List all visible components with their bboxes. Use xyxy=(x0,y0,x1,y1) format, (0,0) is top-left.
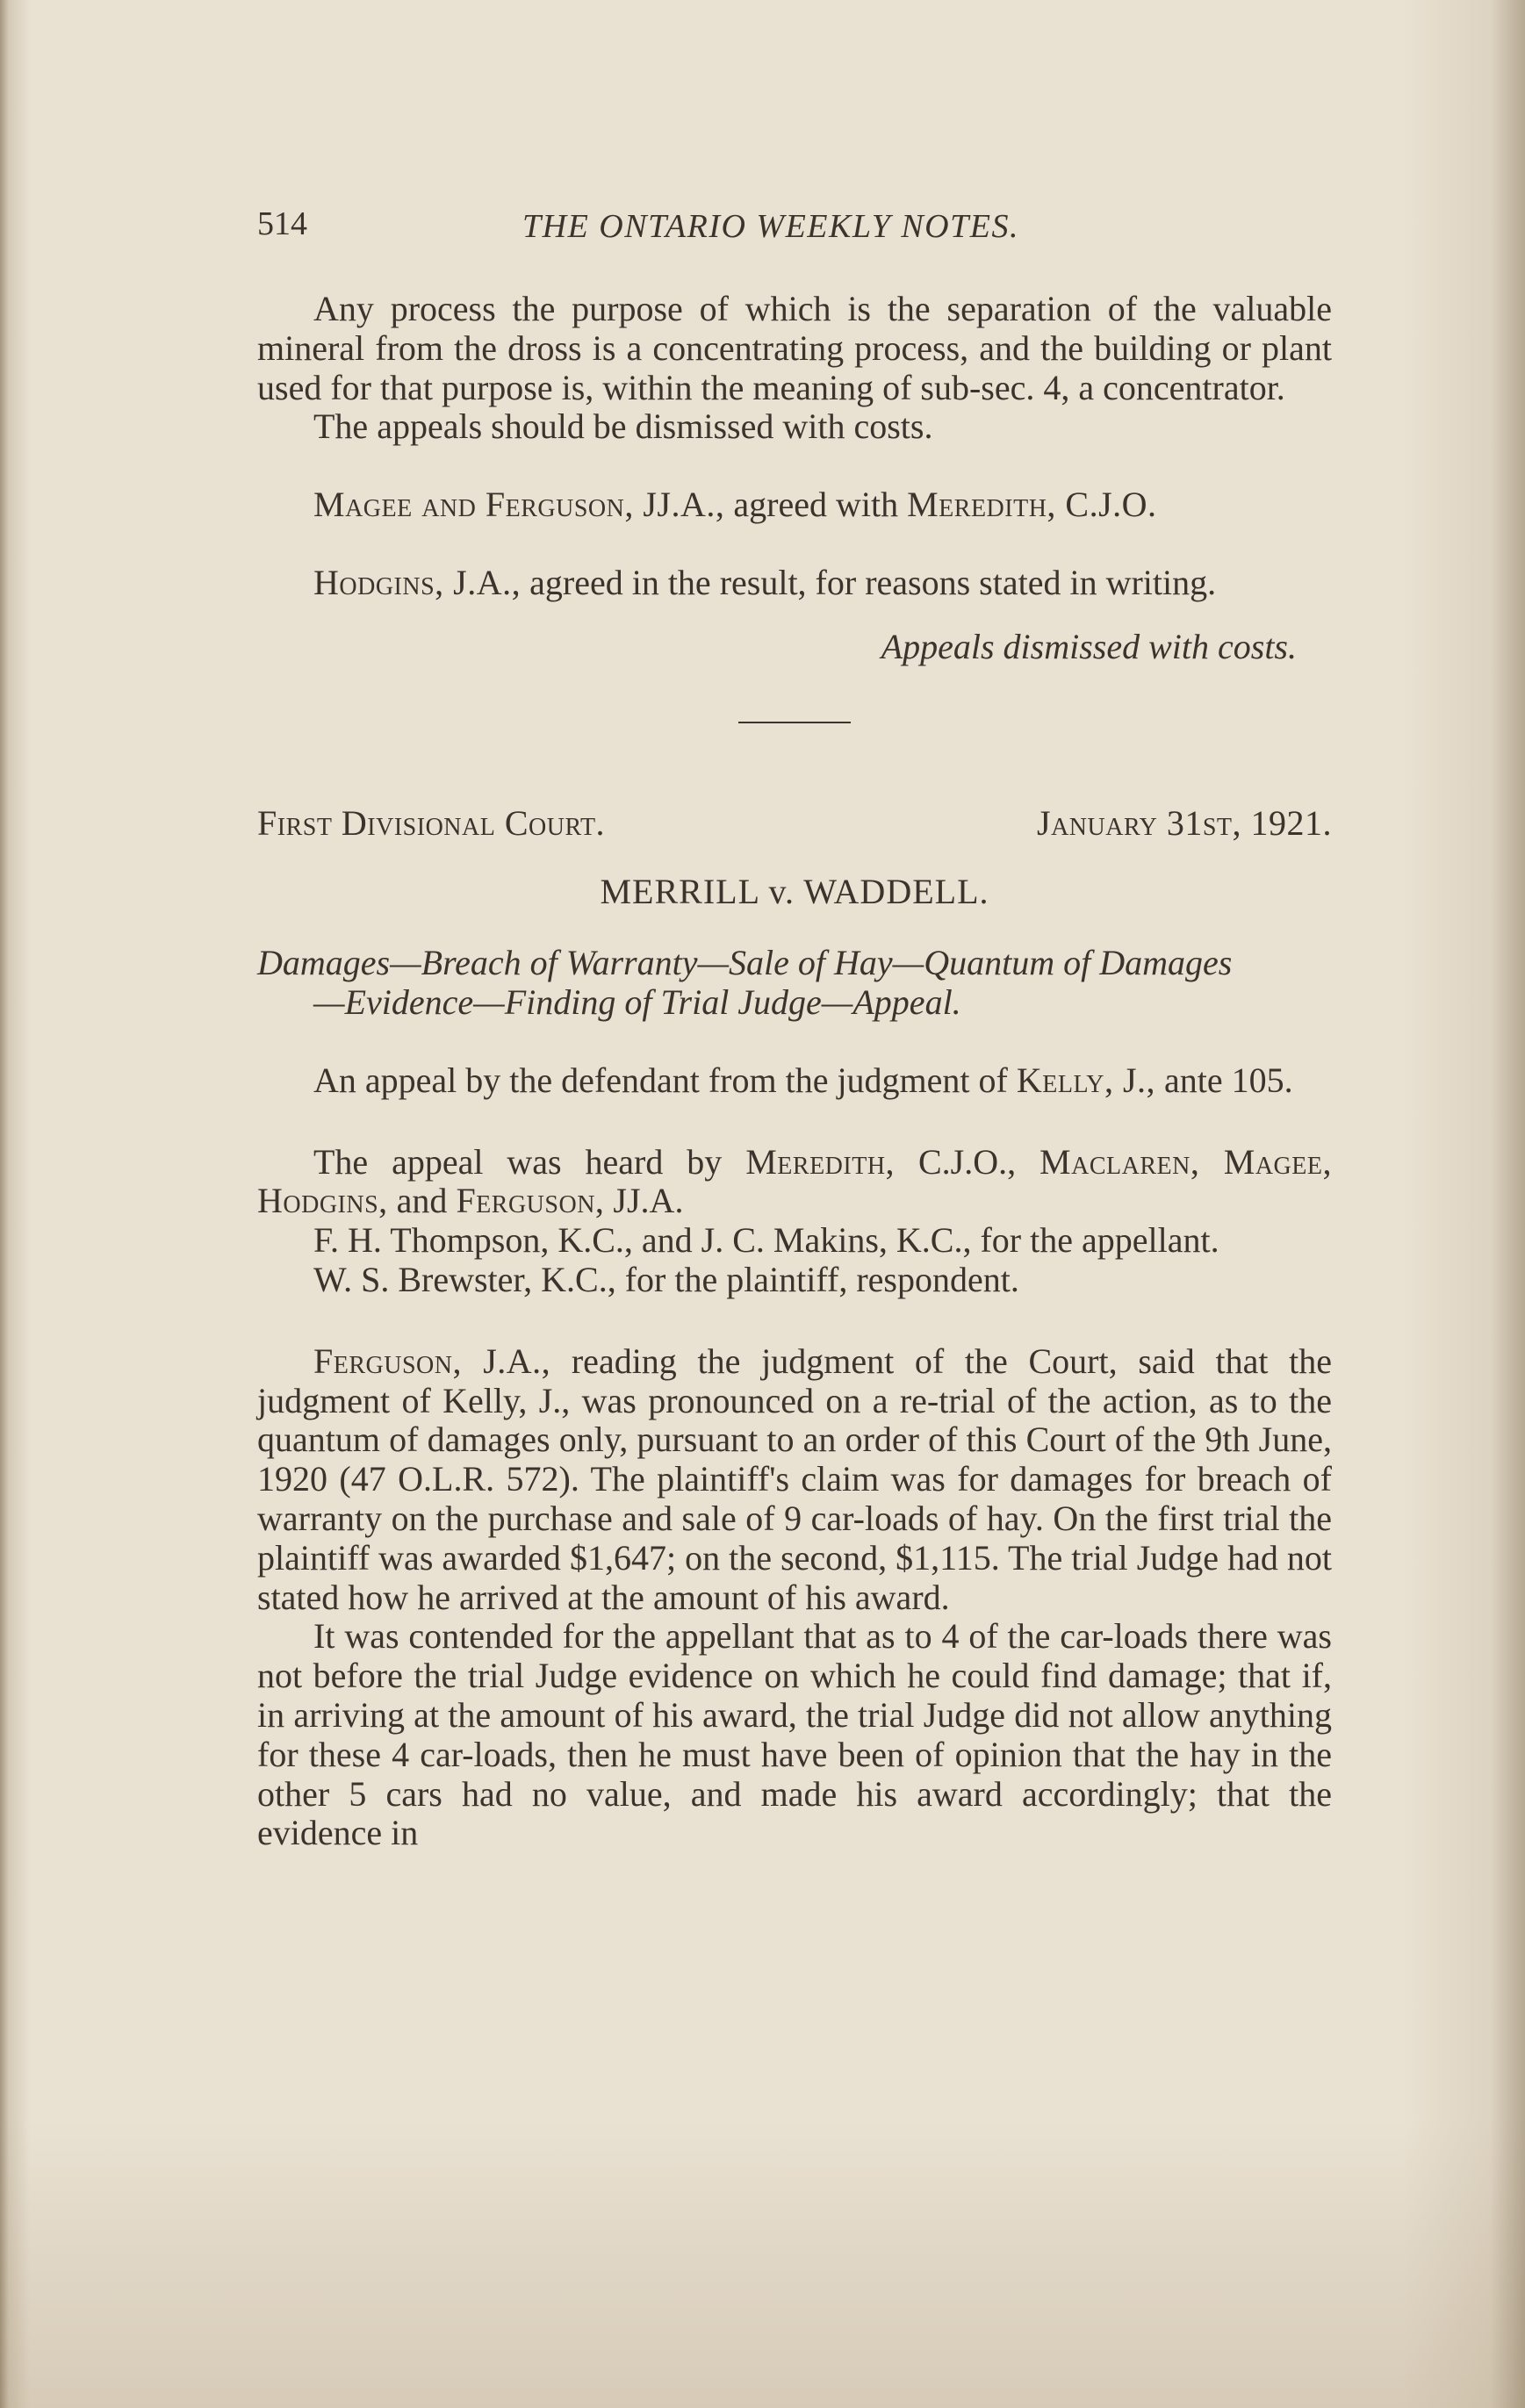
concurrence-magee-ferguson xyxy=(257,485,1332,525)
page-number: 514 xyxy=(257,205,307,242)
judgment-text: reading the judgment of the Court, said that the judgment of Kelly, J., was pronounced on a re-trial of the action, as to the quantum of damages only, pursuant to an order of this Court of the 9th June, 1920 (47 O.L.R. 572). The plaintiff's claim was for damages for breach of warranty on the purchase and sale of 9 car-loads of hay. On the first trial the plaintiff was awarded $1,647; on the second, $1,115. The trial Judge had not stated how he arrived at the amount of his award. xyxy=(257,1341,1333,1617)
counsel-respondent: W. S. Brewster, K.C., for the plaintiff, respondent. xyxy=(313,1259,1019,1299)
concurrence-hodgins xyxy=(257,564,1332,603)
bench-paragraph xyxy=(257,1143,1332,1222)
case-title: MERRILL v. WADDELL. xyxy=(600,872,989,912)
chief-justice-name: Meredith, C.J.O. xyxy=(907,485,1157,525)
journal-title: THE ONTARIO WEEKLY NOTES. xyxy=(522,208,1019,245)
appeal-reference: ante 105. xyxy=(1155,1060,1293,1100)
appeal-text: An appeal by the defendant from the judgment of xyxy=(313,1060,1017,1100)
concurrence-text: agreed in the result, for reasons stated in writing. xyxy=(521,562,1217,602)
appeal-paragraph xyxy=(257,1061,1332,1101)
headnote xyxy=(257,944,1332,1023)
judges-names: Magee and Ferguson, JJ.A., xyxy=(313,485,725,525)
trial-judge-name: Kelly, J., xyxy=(1016,1060,1156,1100)
judge-ferguson: Ferguson, xyxy=(456,1181,605,1221)
judgment-author: Ferguson, J.A., xyxy=(313,1341,551,1381)
bench-text: The appeal was heard by xyxy=(313,1141,746,1182)
bench-text: C.J.O., xyxy=(895,1141,1040,1182)
page-body xyxy=(257,290,1332,1853)
concentrator-paragraph: Any process the purpose of which is the separation of the valuable mineral from the dross is a concentrating process, and the building or plant used for that purpose is, within the meaning of sub-sec. 4, a concentrator. xyxy=(257,289,1332,407)
contention-paragraph: It was contended for the appellant that as to 4 of the car-loads there was not before the trial Judge evidence on which he could find damage; that if, in arriving at the amount of his award, the trial Judge did not allow anything for these 4 car-loads, then he must have been of opinion that the hay in the other 5 cars had no value, and made his award accordingly; that the evidence in xyxy=(257,1616,1332,1853)
dismissal-paragraph: The appeals should be dismissed with costs. xyxy=(313,406,933,447)
headnote-line-2: —Evidence—Finding of Trial Judge—Appeal. xyxy=(313,981,961,1022)
counsel-appellant: F. H. Thompson, K.C., and J. C. Makins, K.C., for the appellant. xyxy=(313,1220,1219,1261)
bench-text: JJ.A. xyxy=(604,1181,684,1221)
court-date-line xyxy=(257,804,1332,844)
verdict-line: Appeals dismissed with costs. xyxy=(881,626,1297,666)
headnote-line-1: Damages—Breach of Warranty—Sale of Hay—Quantum of Damages xyxy=(257,943,1233,983)
section-divider xyxy=(738,722,851,723)
concurrence-text: agreed with xyxy=(724,485,908,525)
judge-meredith: Meredith, xyxy=(745,1141,896,1182)
judge-name: Hodgins, J.A., xyxy=(313,562,522,602)
judgment-paragraph xyxy=(257,1342,1332,1618)
court-name: First Divisional Court. xyxy=(257,802,606,843)
bench-text: and xyxy=(387,1181,457,1221)
decision-date: January 31st, 1921. xyxy=(1037,802,1332,843)
judges-maclaren-magee-hodgins: Maclaren, Magee, Hodgins, xyxy=(257,1141,1332,1221)
